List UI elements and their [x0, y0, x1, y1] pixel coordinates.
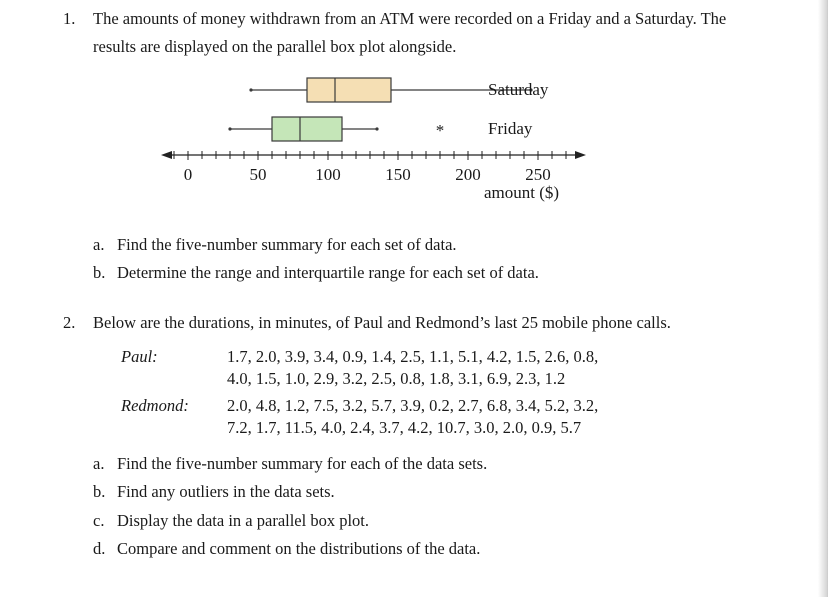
saturday-box [307, 78, 391, 102]
box-plots [228, 78, 532, 141]
question-1-text-line-1: The amounts of money withdrawn from an ATM were recorded on a Friday and a Saturday. The [93, 9, 727, 28]
tick-label-200: 200 [455, 165, 481, 184]
redmond-data-line-1: 2.0, 4.8, 1.2, 7.5, 3.2, 5.7, 3.9, 0.2, 2.7, 6.8, 3.4, 5.2, 3.2, [227, 396, 599, 415]
page-edge-shadow [818, 0, 828, 597]
q1-part-b-label: b. [93, 263, 106, 282]
friday-box [272, 117, 342, 141]
x-axis [161, 151, 586, 160]
q2-part-c-text: Display the data in a parallel box plot. [117, 511, 370, 530]
q2-part-d-label: d. [93, 539, 106, 558]
q2-part-c-label: c. [93, 511, 105, 530]
tick-label-250: 250 [525, 165, 551, 184]
q1-part-a-label: a. [93, 235, 105, 254]
q2-part-b-text: Find any outliers in the data sets. [117, 482, 335, 501]
question-2-number: 2. [63, 313, 76, 332]
series-label-saturday: Saturday [488, 80, 549, 99]
question-1-number: 1. [63, 9, 76, 28]
saturday-min-marker [249, 88, 252, 91]
tick-label-150: 150 [385, 165, 411, 184]
paul-data-line-2: 4.0, 1.5, 1.0, 2.9, 3.2, 2.5, 0.8, 1.8, 3.1, 6.9, 2.3, 1.2 [227, 369, 566, 388]
q1-part-a-text: Find the five-number summary for each set of data. [117, 235, 457, 254]
question-2-text: Below are the durations, in minutes, of Paul and Redmond’s last 25 mobile phone calls. [93, 313, 671, 332]
tick-label-100: 100 [315, 165, 341, 184]
tick-label-50: 50 [249, 165, 267, 184]
q2-part-d-text: Compare and comment on the distributions of the data. [117, 539, 481, 558]
q1-part-b-text: Determine the range and interquartile range for each set of data. [117, 263, 539, 282]
x-axis-label: amount ($) [484, 183, 560, 202]
q2-part-a-label: a. [93, 454, 105, 473]
redmond-label: Redmond: [121, 396, 189, 415]
series-label-friday: Friday [488, 119, 533, 138]
paul-label: Paul: [121, 347, 158, 366]
redmond-data-line-2: 7.2, 1.7, 11.5, 4.0, 2.4, 3.7, 4.2, 10.7, 3.0, 2.0, 0.9, 5.7 [227, 418, 582, 437]
friday-max-marker [375, 127, 378, 130]
friday-min-marker [228, 127, 231, 130]
question-1-text-line-2: results are displayed on the parallel box plot alongside. [93, 37, 457, 56]
friday-outlier-marker: * [435, 121, 445, 140]
axis-arrow-left [161, 151, 172, 159]
paul-data-line-1: 1.7, 2.0, 3.9, 3.4, 0.9, 1.4, 2.5, 1.1, 5.1, 4.2, 1.5, 2.6, 0.8, [227, 347, 599, 366]
axis-arrow-right [575, 151, 586, 159]
parallel-box-plot [150, 68, 590, 208]
q2-part-b-label: b. [93, 482, 106, 501]
tick-label-0: 0 [183, 165, 193, 184]
q2-part-a-text: Find the five-number summary for each of the data sets. [117, 454, 488, 473]
